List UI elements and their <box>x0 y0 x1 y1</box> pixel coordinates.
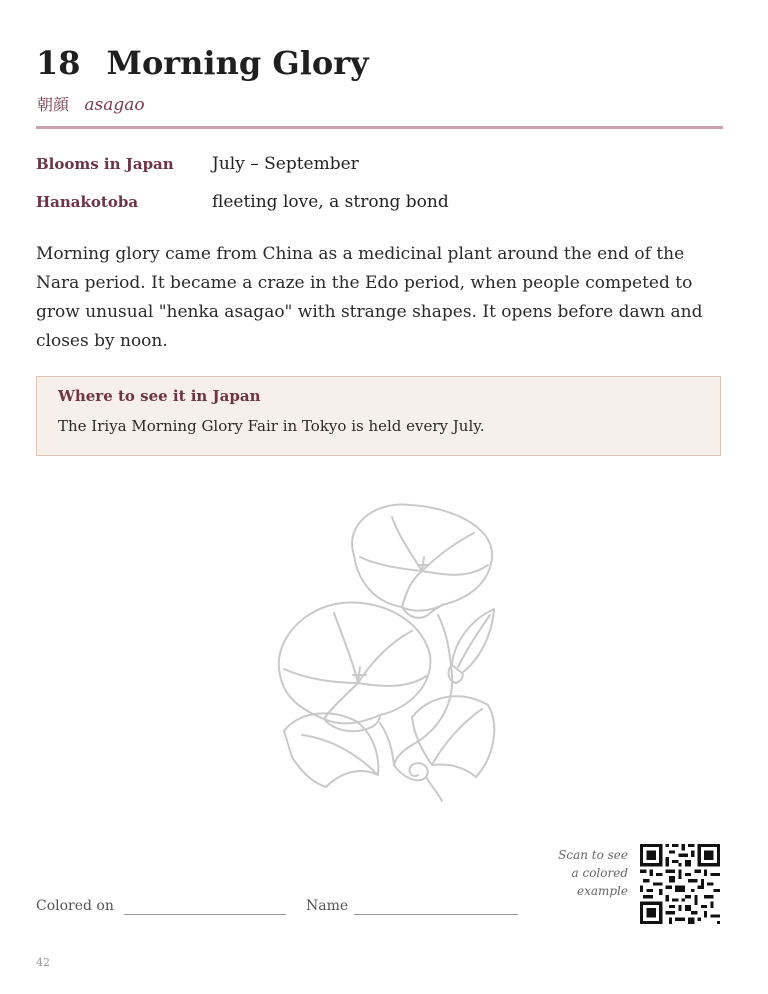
detail-row-blooms <box>36 154 726 174</box>
qr-code-icon[interactable] <box>640 844 720 924</box>
page-number: 42 <box>36 956 50 969</box>
where-to-see-callout <box>36 376 721 456</box>
entry-subtitle <box>37 92 145 115</box>
flower-bud-icon <box>449 609 494 683</box>
callout-title: Where to see it in Japan <box>58 387 261 405</box>
colored-on-line[interactable] <box>124 914 286 915</box>
leaf-vein-icon <box>432 709 482 765</box>
name-label: Name <box>306 898 349 914</box>
qr-caption: Scan to see a colored example <box>558 848 628 898</box>
tendril-icon <box>394 763 428 780</box>
detail-value: July – September <box>212 154 359 174</box>
lower-flower-icon <box>279 602 431 731</box>
page-title <box>36 44 369 82</box>
leaf-vein-icon <box>302 735 378 775</box>
entry-title: Morning Glory <box>106 44 369 82</box>
name-line[interactable] <box>354 914 518 915</box>
morning-glory-illustration-icon <box>262 495 512 815</box>
stem-icon <box>380 723 394 765</box>
detail-label: Hanakotoba <box>36 193 139 211</box>
tendril-icon <box>426 777 442 801</box>
callout-text: The Iriya Morning Glory Fair in Tokyo is held every July. <box>58 417 485 435</box>
upper-flower-icon <box>352 505 492 618</box>
description-paragraph: Morning glory came from China as a medicinal plant around the end of the Nara period. It became a craze in the Edo period, when people competed to grow unusual "henka asagao" with strange shapes. It opens before dawn and closes by noon. <box>36 244 703 351</box>
colored-on-label: Colored on <box>36 898 114 914</box>
detail-row-hanakotoba <box>36 192 726 212</box>
detail-label: Blooms in Japan <box>36 155 174 173</box>
entry-romaji: asagao <box>84 95 145 115</box>
title-divider <box>36 126 723 129</box>
entry-number: 18 <box>36 44 81 82</box>
entry-kanji: 朝顔 <box>37 95 70 114</box>
detail-value: fleeting love, a strong bond <box>212 192 449 212</box>
